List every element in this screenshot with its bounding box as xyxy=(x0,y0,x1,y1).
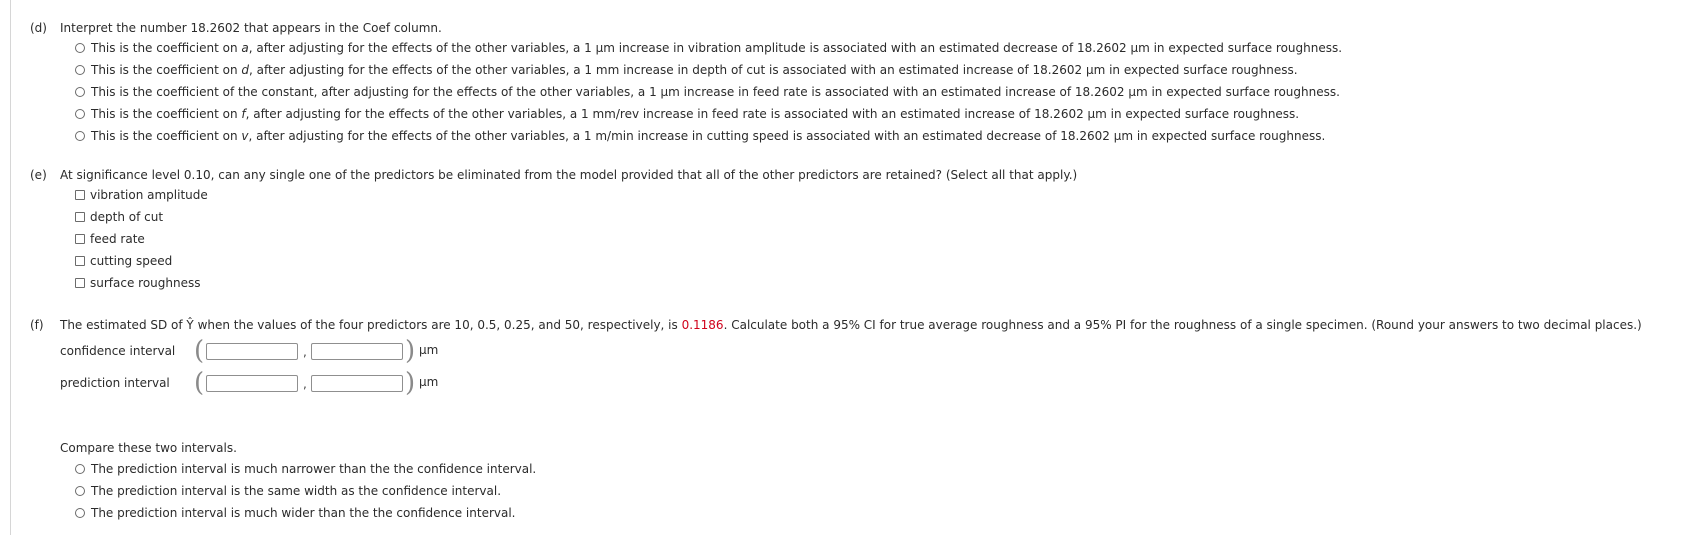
compare-prompt: Compare these two intervals. xyxy=(60,441,237,455)
radio-button[interactable] xyxy=(75,87,85,97)
checkbox[interactable] xyxy=(75,256,85,266)
pi-unit: μm xyxy=(419,375,439,389)
pi-lower-input[interactable] xyxy=(206,375,298,392)
pi-comma: , xyxy=(303,377,307,391)
compare-option-wider[interactable]: The prediction interval is much wider than the the confidence interval. xyxy=(75,505,516,521)
part-e-option-vibration-amplitude[interactable]: vibration amplitude xyxy=(75,187,208,203)
ci-lower-input[interactable] xyxy=(206,343,298,360)
part-d-option-2[interactable]: This is the coefficient on d, after adjusting for the effects of the other variables, a 1 mm increase in depth of cut is associated with an estimated increase of 18.2602 µm in expected surface roughness. xyxy=(75,62,1298,78)
radio-button[interactable] xyxy=(75,131,85,141)
part-e-option-surface-roughness[interactable]: surface roughness xyxy=(75,275,201,291)
ci-upper-input[interactable] xyxy=(311,343,403,360)
ci-close-paren: ) xyxy=(405,336,416,366)
part-d-question: Interpret the number 18.2602 that appears in the Coef column. xyxy=(60,21,442,35)
part-e-label: (e) xyxy=(30,168,47,182)
pi-label: prediction interval xyxy=(60,376,170,390)
checkbox[interactable] xyxy=(75,278,85,288)
pi-close-paren: ) xyxy=(405,368,416,398)
sd-value: 0.1186 xyxy=(681,318,724,332)
part-d-option-3[interactable]: This is the coefficient of the constant, after adjusting for the effects of the other variables, a 1 μm increase in feed rate is associated with an estimated increase of 18.2602 μm in expected surface roughness. xyxy=(75,84,1340,100)
part-e-option-depth-of-cut[interactable]: depth of cut xyxy=(75,209,163,225)
part-d-option-1[interactable]: This is the coefficient on a, after adjusting for the effects of the other variables, a 1 μm increase in vibration amplitude is associated with an estimated decrease of 18.2602 μm in expected surface roughness. xyxy=(75,40,1342,56)
part-d-option-4[interactable]: This is the coefficient on f, after adjusting for the effects of the other variables, a 1 mm/rev increase in feed rate is associated with an estimated increase of 18.2602 μm in expected surface roughness. xyxy=(75,106,1299,122)
part-d-label: (d) xyxy=(30,21,47,35)
radio-button[interactable] xyxy=(75,508,85,518)
ci-comma: , xyxy=(303,345,307,359)
part-e-question: At significance level 0.10, can any single one of the predictors be eliminated from the model provided that all of the other predictors are retained? (Select all that apply.) xyxy=(60,168,1078,182)
question-frame xyxy=(10,0,1684,535)
ci-label: confidence interval xyxy=(60,344,176,358)
part-e-option-feed-rate[interactable]: feed rate xyxy=(75,231,145,247)
part-d-option-5[interactable]: This is the coefficient on v, after adjusting for the effects of the other variables, a 1 m/min increase in cutting speed is associated with an estimated decrease of 18.2602 μm in expected surface roughness. xyxy=(75,128,1325,144)
part-f-question: The estimated SD of Ŷ when the values of the four predictors are 10, 0.5, 0.25, and 50, respectively, is 0.1186. Calculate both a 95% CI for true average roughness and a 95% PI for the roughness of a single specimen. (Round your answers to two decimal places.) xyxy=(60,318,1642,332)
radio-button[interactable] xyxy=(75,65,85,75)
pi-upper-input[interactable] xyxy=(311,375,403,392)
radio-button[interactable] xyxy=(75,486,85,496)
radio-button[interactable] xyxy=(75,464,85,474)
checkbox[interactable] xyxy=(75,212,85,222)
radio-button[interactable] xyxy=(75,109,85,119)
ci-open-paren: ( xyxy=(194,336,205,366)
radio-button[interactable] xyxy=(75,43,85,53)
part-e-option-cutting-speed[interactable]: cutting speed xyxy=(75,253,172,269)
checkbox[interactable] xyxy=(75,190,85,200)
checkbox[interactable] xyxy=(75,234,85,244)
compare-option-same-width[interactable]: The prediction interval is the same width as the confidence interval. xyxy=(75,483,501,499)
part-f-label: (f) xyxy=(30,318,44,332)
compare-option-narrower[interactable]: The prediction interval is much narrower than the the confidence interval. xyxy=(75,461,536,477)
pi-open-paren: ( xyxy=(194,368,205,398)
ci-unit: μm xyxy=(419,343,439,357)
